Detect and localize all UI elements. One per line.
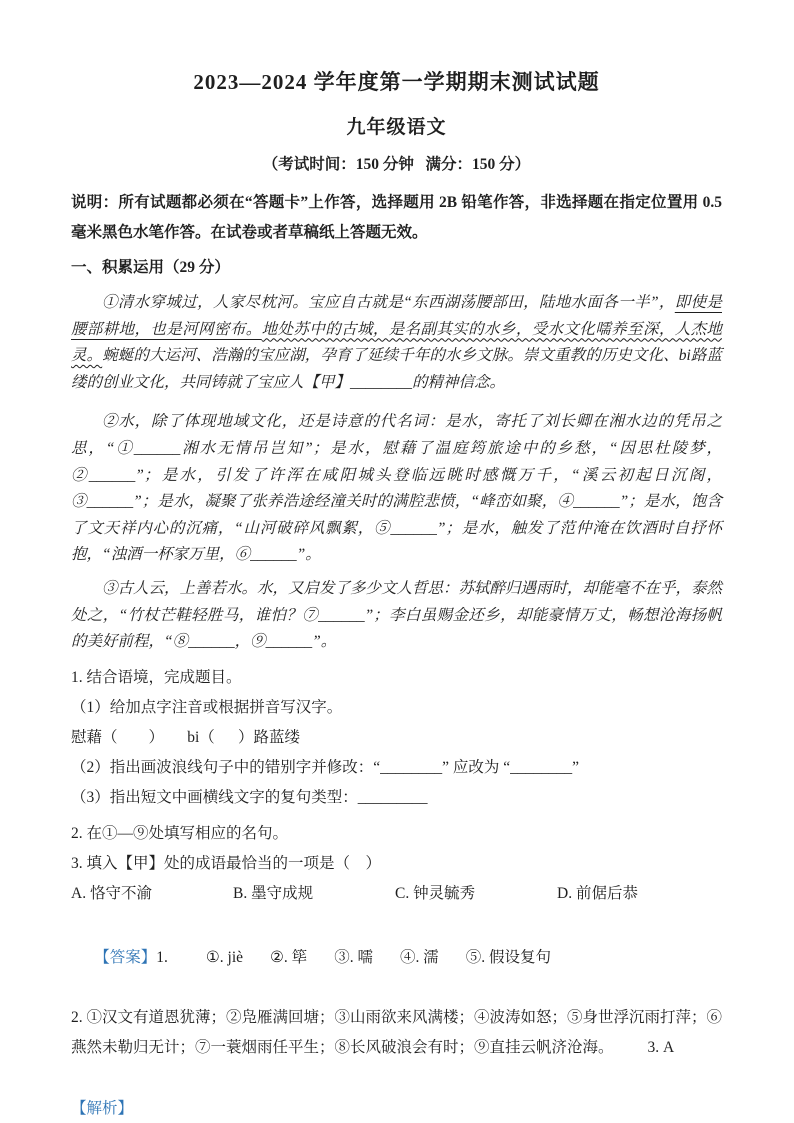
- passage-1-wavy-clause: 地处苏中的古城，是名副其实的水乡，受水文化嚅养至深，人杰地灵。: [71, 320, 722, 365]
- section-heading: 一、积累运用（29 分）: [71, 259, 230, 276]
- passage-paragraph-3: ③古人云，上善若水。水，又启发了多少文人哲思：苏轼醉归遇雨时，却能毫不在乎，泰然处之，“竹杖芒鞋轻胜马，谁怕？⑦______”；李白虽赐金还乡，却能豪情万丈，畅想沧海扬帆的美好前程，“⑧______，⑨______”。: [71, 579, 723, 651]
- option-c: C. 钟灵毓秀: [395, 884, 476, 902]
- answer-q1-item-3: ③. 嚅: [334, 948, 373, 966]
- question-2: 2. 在①—⑨处填写相应的名句。: [71, 824, 289, 842]
- answer-tag: 【答案】: [94, 948, 157, 966]
- exam-info-line: （考试时间：150 分钟 满分：150 分）: [262, 156, 531, 173]
- question-3: 3. 填入【甲】处的成语最恰当的一项是（ ）: [71, 854, 382, 872]
- page-title: 2023—2024 学年度第一学期期末测试试题: [193, 70, 600, 94]
- answer-line-q1: [71, 913, 722, 1003]
- page-subtitle: 九年级语文: [346, 117, 447, 138]
- answer-block: [71, 913, 722, 1123]
- passage-1-rest: 蜿蜒的大运河、浩瀚的宝应湖，孕育了延续千年的水乡文脉。崇文重教的历史文化、bi路蓝缕的创业文化，共同铸就了宝应人【甲】________的精神信念。: [71, 347, 722, 391]
- option-a: A. 恪守不渝: [71, 884, 152, 902]
- option-d: D. 前倨后恭: [557, 884, 638, 902]
- option-b: B. 墨守成规: [233, 884, 314, 902]
- question-1-1: （1）给加点字注音或根据拼音写汉字。: [71, 698, 343, 716]
- question-3-options: [71, 879, 722, 909]
- answer-q1-item-4: ④. 濡: [399, 948, 439, 966]
- question-1: 1. 结合语境，完成题目。: [71, 668, 242, 686]
- passage-1-underlined-clause: 即使是腰部耕地，也是河网密布。: [71, 294, 722, 338]
- exam-instructions: 说明：所有试题都必须在“答题卡”上作答，选择题用 2B 铅笔作答，非选择题在指定位置用 0.5 毫米黑色水笔作答。在试卷或者草稿纸上答题无效。: [71, 194, 722, 241]
- answer-q1-item-1: ①. jiè: [205, 948, 244, 966]
- analysis-tag: 【解析】: [71, 1099, 134, 1117]
- question-1-1-answer-line: 慰藉（ ） bi（ ）路蓝缕: [71, 728, 301, 746]
- passage-paragraph-2: ②水，除了体现地域文化，还是诗意的代名词：是水，寄托了刘长卿在湘水边的凭吊之思，“①______湘水无情吊岂知”；是水，慰藉了温庭筠旅途中的乡愁，“因思杜陵梦，②______”；是水，引发了许浑在咸阳城头登临远眺时感慨万千，“溪云初起日沉阁，③______”；是水，凝聚了张养浩途经潼关时的满腔悲愤，“峰峦如聚，④______”；是水，饱含了文天祥内心的沉痛，“山河破碎风飘絮，⑤______”；是水，触发了范仲淹在饮酒时自抒怀抱，“浊酒一杯家万里，⑥______”。: [71, 413, 722, 564]
- question-1-3: （3）指出短文中画横线文字的复句类型：_________: [71, 788, 428, 806]
- question-block: [71, 663, 722, 909]
- analysis-line: [71, 1094, 722, 1123]
- answer-q3-text: 3. A: [647, 1038, 675, 1056]
- question-1-2: （2）指出画波浪线句子中的错别字并修改：“________” 应改为 “________”: [71, 758, 580, 776]
- answer-q1-item-2: ②. 筚: [270, 948, 308, 966]
- passage-1-lead: ①清水穿城过，人家尽枕河。宝应自古就是“东西湖荡腰部田，陆地水面各一半”，: [102, 294, 675, 311]
- answer-q1-label: 1.: [156, 948, 168, 966]
- answer-q1-item-5: ⑤. 假设复句: [465, 948, 551, 966]
- answer-q2-text: 2. ①汉文有道恩犹薄；②凫雁满回塘；③山雨欲来风满楼；④波涛如怒；⑤身世浮沉雨打萍；⑥燕然未勒归无计；⑦一蓑烟雨任平生；⑧长风破浪会有时；⑨直挂云帆济沧海。: [71, 1008, 723, 1056]
- answer-line-q2: [71, 1003, 722, 1063]
- passage-paragraph-1: [71, 290, 722, 396]
